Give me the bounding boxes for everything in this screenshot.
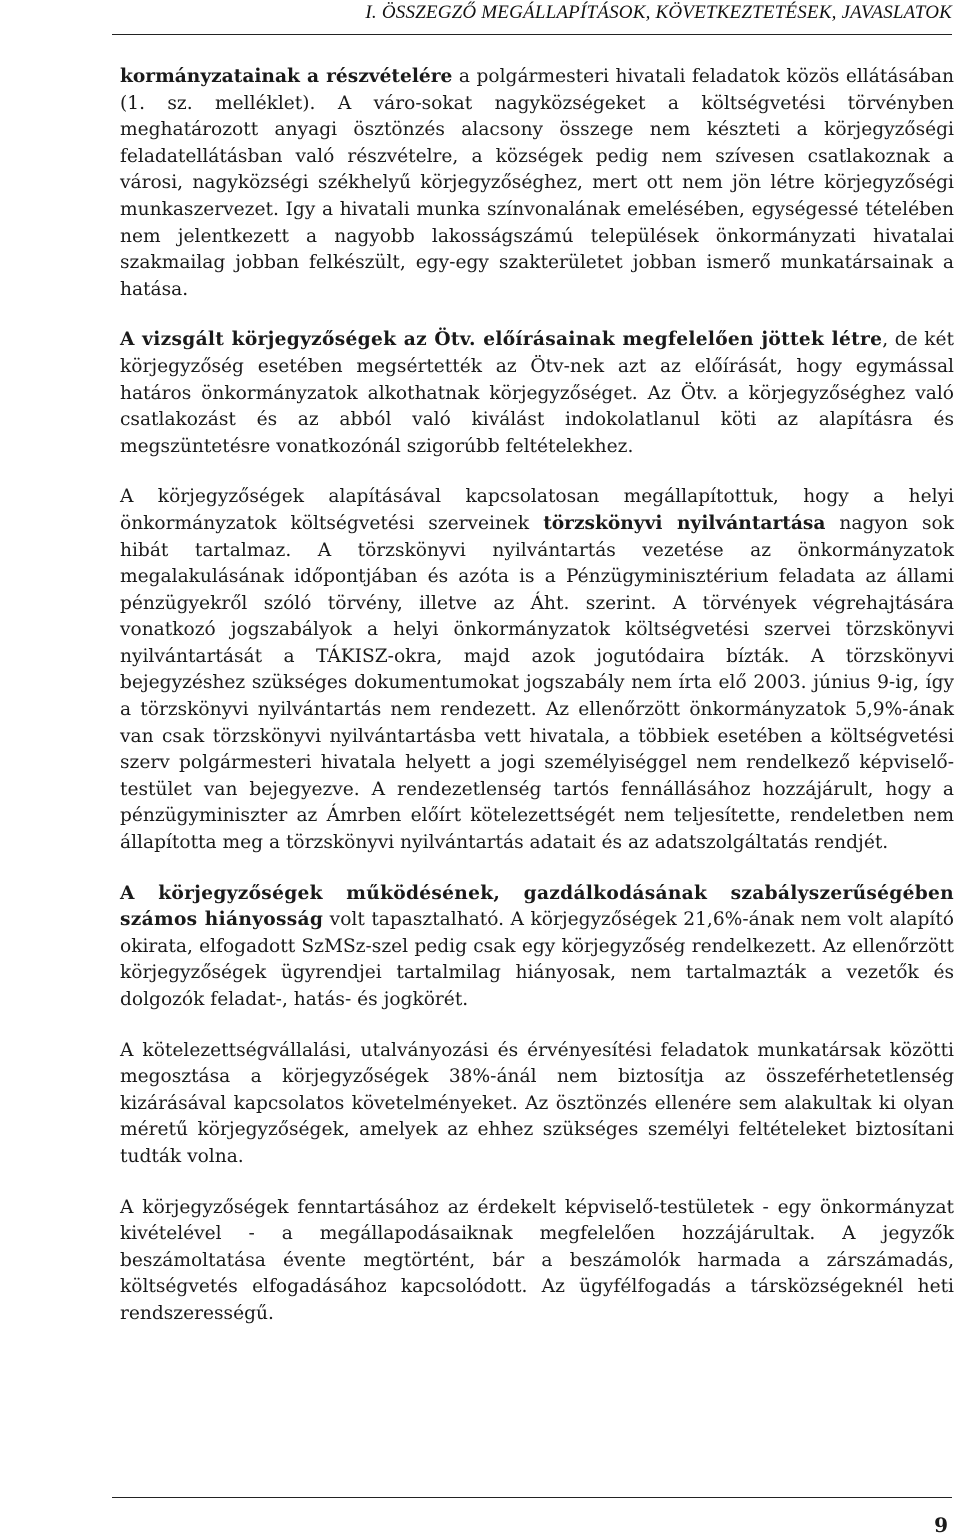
- paragraph-4: [120, 881, 954, 1014]
- paragraph-text: A kötelezettségvállalási, utalványozási és érvényesítési feladatok munkatársak közötti megosztása a körjegyzőségek 38%-ánál nem biztosítja az összeférhetetlenség kizárásával kapcsolatos követelményeket. Az ösztönzés ellenére sem alakultak ki olyan méretű körjegyzőségek, amelyek az ehhez szükséges személyi feltételeket biztosítani tudták volna.: [120, 1039, 954, 1167]
- page-number: 9: [934, 1513, 948, 1537]
- paragraph-5: [120, 1038, 954, 1171]
- bold-phrase: törzskönyvi nyilvántartása: [543, 512, 826, 534]
- paragraph-text: nagyon sok hibát tartalmaz. A törzskönyvi nyilvántartás vezetése az önkormányzatok megalakulásának időpontjában és azóta is a Pénzügyminisztérium feladata az állami pénzügyekről szóló törvény, illetve az Áht. szerint. A törvények végrehajtására vonatkozó jogszabályok a helyi önkormányzatok költségvetési szervei törzskönyvi nyilvántartását a TÁKISZ-okra, majd azok jogutódaira bízták. A törzskönyvi bejegyzéshez szükséges dokumentumokat jogszabály nem írta elő 2003. június 9-ig, így a törzskönyvi nyilvántartás nem rendezett. Az ellenőrzött önkormányzatok 5,9%-ának van csak törzskönyvi nyilvántartásba vett hivatala, a többiek esetében a költségvetési szerv polgármesteri hivatala helyett a jogi személyiséggel nem rendelkező képviselő-testület van bejegyezve. A rendezetlenség tartós fennállásához hozzájárult, hogy a pénzügyminiszter az Ámrben előírt kötelezettségét nem teljesítette, rendeletben nem állapította meg a törzskönyvi nyilvántartás adatait és az adatszolgáltatás rendjét.: [120, 512, 955, 854]
- paragraph-2: [120, 327, 954, 460]
- running-header: [112, 0, 952, 35]
- footer-rule: [112, 1497, 952, 1498]
- paragraph-text: a polgármesteri hivatali feladatok közös ellátásában (1. sz. melléklet). A váro-sokat nagyközségeket a költségvetési törvényben meghatározott anyagi ösztönzés alacsony összege nem készteti a körjegyzőségi feladatellátásban való részvételre, a községek pedig nem szívesen csatlakoznak a városi, nagyközségi székhelyű körjegyzőséghez, mert ott nem jön létre körjegyzőségi munkaszervezet. Igy a hivatali munka színvonalának emelésében, egységessé tételében nem jelentkezett a nagyobb lakosságszámú települések önkormányzati hivatalai szakmailag jobban felkészült, egy-egy szakterületet jobban ismerő munkatársainak a hatása.: [120, 66, 954, 300]
- paragraph-text: volt tapasztalható. A körjegyzőségek 21,6%-ának nem volt alapító okirata, elfogadott SzMSz-szel pedig csak egy körjegyzőség rendelkezett. Az ellenőrzött körjegyzőségek ügyrendjei tartalmilag hiányosak, nem tartalmazták a vezetők és dolgozók feladat-, hatás- és jogkörét.: [120, 909, 954, 1010]
- header-title: I. ÖSSZEGZŐ MEGÁLLAPÍTÁSOK, KÖVETKEZTETÉSEK, JAVASLATOK: [365, 2, 952, 23]
- bold-phrase: A vizsgált körjegyzőségek az Ötv. előírásainak megfelelően jöttek létre: [120, 329, 883, 351]
- paragraph-3: [120, 484, 954, 856]
- paragraph-text: A körjegyzőségek fenntartásához az érdekelt képviselő-testületek - egy önkormányzat kivételével - a megállapodásaiknak megfelelően hozzájárultak. A jegyzők beszámoltatása évente megtörtént, bár a beszámolók harmada a zárszámadás, költségvetés elfogadásához kapcsolódott. Az ügyfélfogadás a társközségeknél heti rendszerességű.: [120, 1196, 954, 1324]
- bold-phrase: A körjegyzőségek működésének, gazdálkodásának szabályszerűségében számos hiányosság: [120, 882, 954, 931]
- paragraph-text: , de két körjegyzőség esetében megsértették az Ötv-nek azt az előírását, hogy egymással határos önkormányzatok alkothatnak körjegyzőséget. Az Ötv. a körjegyzőséghez való csatlakozást és az abból való kiválást indokolatlanul köti az alapításra és megszüntetésre vonatkozónál szigorúbb feltételekhez.: [120, 329, 954, 457]
- paragraph-1: [120, 64, 954, 303]
- paragraph-text: A körjegyzőségek alapításával kapcsolatosan megállapítottuk, hogy a helyi önkormányzatok költségvetési szerveinek: [120, 486, 954, 534]
- document-body: [120, 64, 954, 1328]
- paragraph-6: [120, 1195, 954, 1328]
- bold-phrase: kormányzatainak a részvételére: [120, 66, 453, 87]
